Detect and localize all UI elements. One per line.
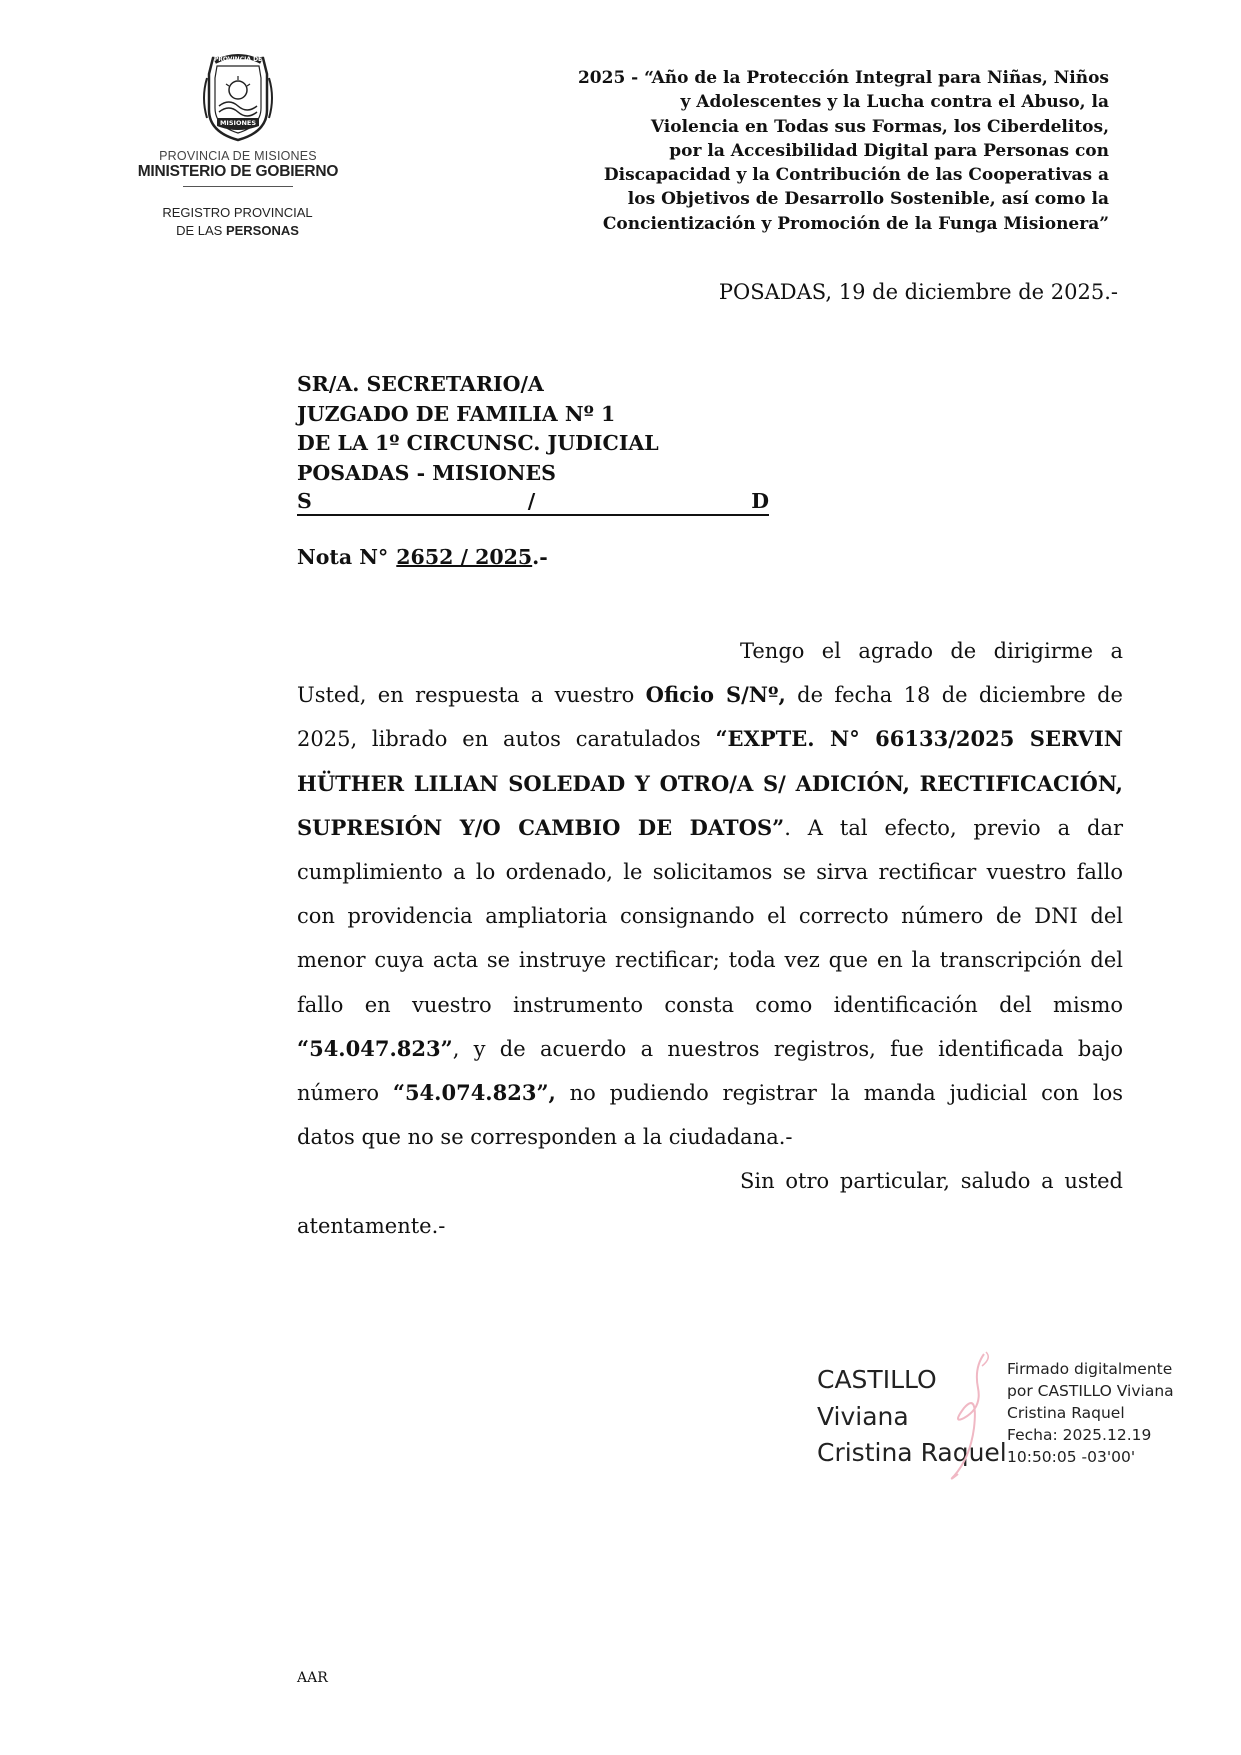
sd-right: D	[751, 489, 769, 513]
motto-line: Discapacidad y la Contribución de las Cooperativas a	[603, 165, 1109, 186]
digital-signature-line: Cristina Raquel	[1007, 1404, 1125, 1422]
ministry-logo-block	[118, 48, 358, 187]
digital-signature-line: por CASTILLO Viviana	[1007, 1382, 1174, 1400]
note-suffix: .-	[532, 545, 548, 569]
seal-text-bottom: MISIONES	[219, 119, 257, 127]
body-text-segment: , y de acuerdo a nuestros registros, fue identificada bajo número	[297, 1036, 1123, 1106]
motto-line: los Objetivos de Desarrollo Sostenible, así como la	[627, 189, 1109, 210]
note-number: 2652 / 2025	[396, 545, 533, 569]
sd-left: S	[297, 489, 312, 513]
sd-line	[297, 488, 769, 516]
digital-signature-line: 10:50:05 -03'00'	[1007, 1448, 1136, 1466]
motto-line: y Adolescentes y la Lucha contra el Abuso, la	[680, 92, 1109, 113]
registry-name	[130, 204, 345, 240]
header-divider	[183, 186, 293, 187]
signer-name-line: Viviana	[817, 1401, 909, 1431]
motto-line: Concientización y Promoción de la Funga Misionera”	[602, 213, 1109, 234]
body-text-segment: no pudiendo registrar la manda judicial con los datos que no se corresponden a la ciudadana.-	[297, 1081, 1123, 1150]
note-reference	[297, 545, 548, 569]
motto-line: 2025 - “Año de la Protección Integral para Niñas, Niños	[577, 68, 1109, 88]
addressee-block	[297, 370, 769, 516]
digital-signature-line: Firmado digitalmente	[1007, 1360, 1173, 1378]
addressee-line: JUZGADO DE FAMILIA Nº 1	[297, 401, 616, 426]
registry-line-1: REGISTRO PROVINCIAL	[162, 205, 313, 220]
body-text-segment: . A tal efecto, previo a dar cumplimiento a lo ordenado, le solicitamos se sirva rectificar vuestro fallo con providencia ampliatoria consignando el correcto número de DNI del menor cuya acta se instruye rectificar; toda vez que en la transcripción del fallo en vuestro instrumento consta como identificación del mismo	[297, 815, 1124, 1017]
body-text-segment: Tengo el agrado de dirigirme a Usted, en respuesta a vuestro	[297, 639, 1123, 708]
letter-body	[297, 629, 1123, 1248]
addressee-line: POSADAS - MISIONES	[297, 460, 556, 485]
year-motto	[469, 66, 1109, 236]
province-name: PROVINCIA DE MISIONES	[159, 149, 317, 163]
motto-line: Violencia en Todas sus Formas, los Ciberdelitos,	[650, 116, 1109, 137]
motto-line: por la Accesibilidad Digital para Personas con	[669, 140, 1109, 161]
registry-line-2-bold: PERSONAS	[225, 223, 299, 238]
body-paragraph-2: Sin otro particular, saludo a usted atentamente.-	[297, 1169, 1123, 1238]
body-paragraph-1	[297, 629, 1123, 1159]
addressee-line: SR/A. SECRETARIO/A	[297, 372, 544, 396]
addressee-line: DE LA 1º CIRCUNSC. JUDICIAL	[297, 431, 659, 455]
body-text-segment: de fecha 18 de diciembre de 2025, librado en autos caratulados	[297, 683, 1123, 752]
digital-signature-info	[1007, 1358, 1174, 1468]
sd-mid: /	[527, 489, 536, 513]
document-date: POSADAS, 19 de diciembre de 2025.-	[718, 280, 1118, 304]
note-label: Nota N°	[297, 545, 389, 569]
body-bold-segment: Oficio S/Nº,	[645, 682, 786, 708]
signer-name-line: CASTILLO	[817, 1365, 937, 1394]
ministry-name: MINISTERIO DE GOBIERNO	[137, 163, 339, 180]
dni-correct: “54.074.823”,	[392, 1080, 556, 1106]
signature-stroke-icon	[934, 1348, 1004, 1483]
author-initials: AAR	[297, 1670, 328, 1686]
signer-name-line: Cristina Raquel	[817, 1438, 1007, 1467]
registry-line-2-prefix: DE LAS	[176, 223, 223, 238]
misiones-seal-icon	[193, 48, 283, 143]
seal-text-top: PROVINCIA DE	[213, 56, 263, 63]
registry-line-2	[130, 222, 345, 240]
case-title: “EXPTE. N° 66133/2025 SERVIN HÜTHER LILIAN SOLEDAD Y OTRO/A S/ ADICIÓN, RECTIFICACIÓN, SUPRESIÓN Y/O CAMBIO DE DATOS”	[297, 726, 1123, 840]
dni-as-recorded: “54.047.823”	[297, 1035, 453, 1061]
digital-signature-line: Fecha: 2025.12.19	[1007, 1426, 1152, 1444]
